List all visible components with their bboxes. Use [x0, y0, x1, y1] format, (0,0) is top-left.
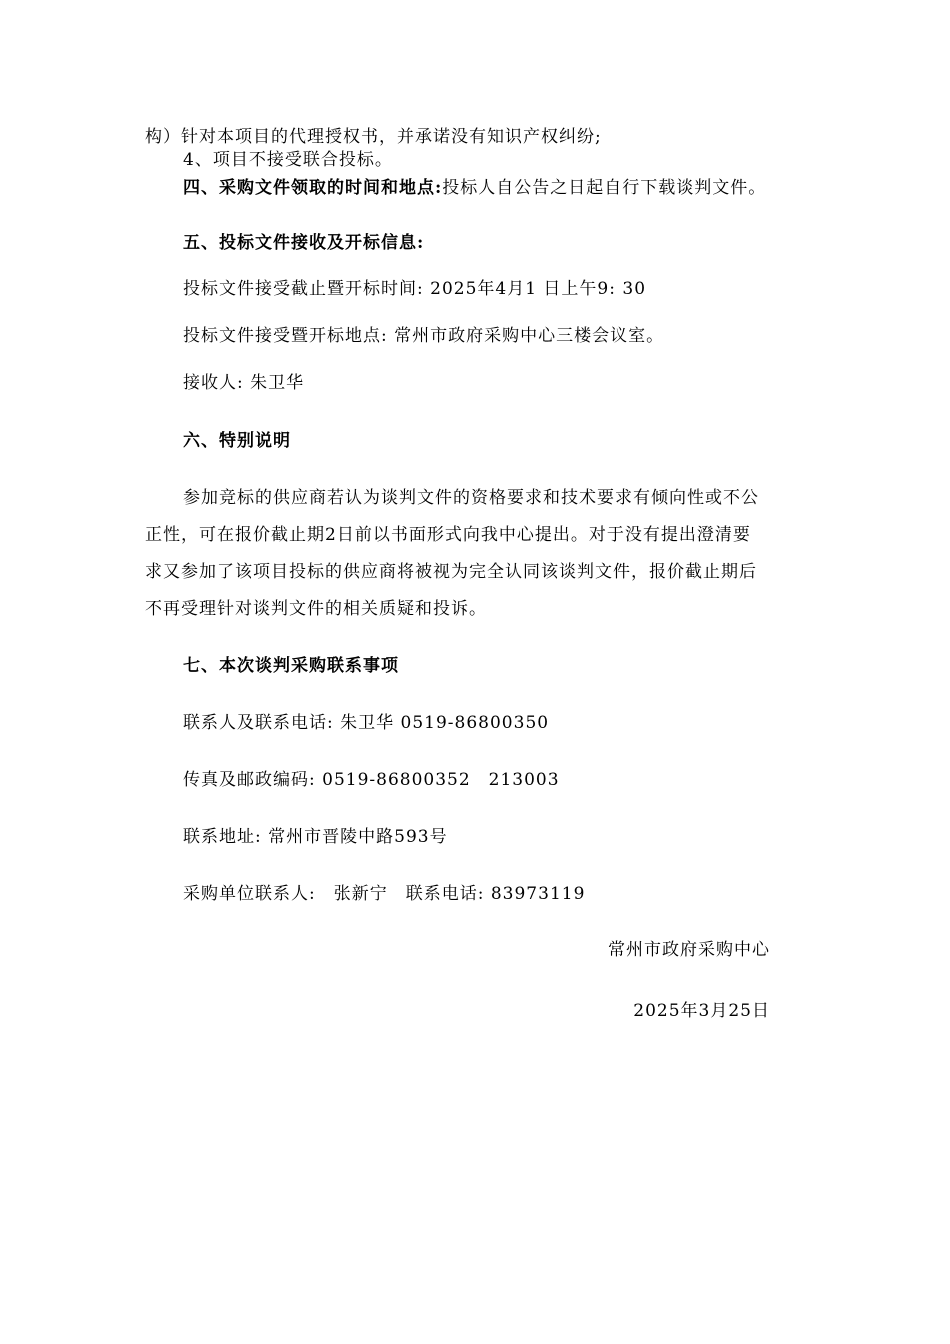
special-notice-line-3: 求又参加了该项目投标的供应商将被视为完全认同该谈判文件，报价截止期后: [145, 562, 757, 582]
section-5-heading: 五、投标文件接收及开标信息:: [183, 233, 425, 253]
opening-location-line: 投标文件接受暨开标地点: 常州市政府采购中心三楼会议室。: [183, 326, 665, 346]
section-7-heading: 七、本次谈判采购联系事项: [183, 656, 399, 676]
receiver-line: 接收人: 朱卫华: [183, 373, 305, 393]
section-6-heading: 六、特别说明: [183, 431, 291, 451]
special-notice-line-2: 正性，可在报价截止期2日前以书面形式向我中心提出。对于没有提出澄清要: [145, 525, 751, 545]
purchaser-contact-line: 采购单位联系人: 张新宁 联系电话: 83973119: [183, 884, 586, 904]
opening-time-line: 投标文件接受截止暨开标时间: 2025年4月1 日上午9: 30: [183, 279, 647, 299]
authorization-line: 构）针对本项目的代理授权书，并承诺没有知识产权纠纷;: [145, 127, 602, 147]
section-4-line: [183, 177, 766, 199]
fax-postcode-line: 传真及邮政编码: 0519-86800352 213003: [183, 770, 560, 790]
special-notice-line-4: 不再受理针对谈判文件的相关质疑和投诉。: [145, 599, 487, 619]
signature-organization: 常州市政府采购中心: [608, 940, 770, 960]
section-4-text: 投标人自公告之日起自行下载谈判文件。: [442, 178, 767, 198]
signature-date: 2025年3月25日: [633, 1001, 770, 1021]
address-line: 联系地址: 常州市晋陵中路593号: [183, 827, 448, 847]
section-4-heading: 四、采购文件领取的时间和地点:: [183, 178, 443, 198]
contact-phone-line: 联系人及联系电话: 朱卫华 0519-86800350: [183, 713, 550, 733]
item-4-line: 4、项目不接受联合投标。: [183, 150, 393, 170]
special-notice-line-1: 参加竞标的供应商若认为谈判文件的资格要求和技术要求有倾向性或不公: [183, 488, 759, 508]
